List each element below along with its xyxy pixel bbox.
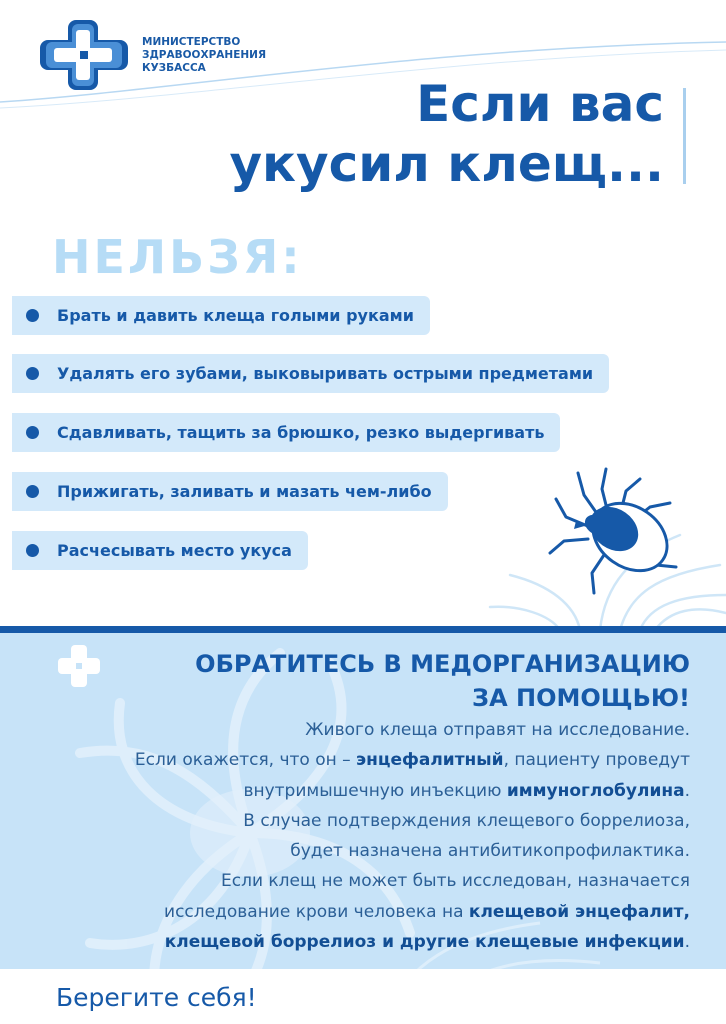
title-line-2: укусил клещ... bbox=[229, 135, 664, 193]
forbidden-item-text: Брать и давить клеща голыми руками bbox=[57, 306, 414, 325]
footer-band bbox=[0, 969, 726, 1024]
forbidden-item bbox=[12, 296, 430, 335]
bullet-icon bbox=[26, 426, 39, 439]
ministry-line-1: МИНИСТЕРСТВО bbox=[142, 36, 241, 48]
info-line: Если клещ не может быть исследован, назначается bbox=[220, 871, 690, 892]
info-fragment: Если окажется, что он – bbox=[134, 750, 357, 771]
ministry-line-3: КУЗБАССА bbox=[142, 62, 206, 74]
forbidden-item-text: Удалять его зубами, выковыривать острыми предметами bbox=[57, 364, 594, 383]
bullet-icon bbox=[26, 544, 39, 557]
forbidden-item-text: Сдавливать, тащить за брюшко, резко выдергивать bbox=[57, 423, 545, 442]
page-title bbox=[229, 74, 664, 194]
white-cross-icon bbox=[58, 645, 100, 687]
ministry-name bbox=[142, 36, 266, 75]
forbidden-item-text: Прижигать, заливать и мазать чем-либо bbox=[57, 482, 432, 501]
info-highlight: клещевой боррелиоз и другие клещевые инфекции bbox=[164, 932, 685, 953]
info-line: В случае подтверждения клещевого боррелиоза, bbox=[243, 810, 690, 831]
tick-icon bbox=[480, 455, 726, 630]
bullet-icon bbox=[26, 309, 39, 322]
cta-line-2: ЗА ПОМОЩЬЮ! bbox=[472, 684, 690, 712]
forbidden-item bbox=[12, 531, 308, 570]
contact-panel bbox=[0, 626, 726, 1024]
medical-cross-logo-icon bbox=[40, 20, 128, 90]
info-fragment: внутримышечную инъекцию bbox=[243, 780, 507, 801]
bullet-icon bbox=[26, 485, 39, 498]
info-line bbox=[10, 776, 690, 806]
info-highlight: клещевой энцефалит, bbox=[468, 901, 690, 922]
bullet-icon bbox=[26, 367, 39, 380]
info-line: будет назначена антибитикопрофилактика. bbox=[290, 841, 690, 862]
forbidden-item-text: Расчесывать место укуса bbox=[57, 541, 292, 560]
cta-line-1: ОБРАТИТЕСЬ В МЕДОРГАНИЗАЦИЮ bbox=[195, 650, 690, 678]
info-fragment: . bbox=[684, 932, 690, 953]
info-line: Живого клеща отправят на исследование. bbox=[305, 720, 690, 740]
forbidden-item bbox=[12, 472, 448, 511]
forbidden-item bbox=[12, 354, 609, 393]
title-accent-bar bbox=[683, 88, 686, 184]
info-line bbox=[10, 745, 690, 775]
info-text bbox=[10, 715, 690, 957]
info-highlight: энцефалитный bbox=[356, 750, 504, 771]
seek-help-heading bbox=[195, 647, 690, 715]
info-line bbox=[10, 927, 690, 957]
footer-slogan: Берегите себя! bbox=[56, 983, 257, 1012]
info-highlight: иммуноглобулина bbox=[506, 780, 685, 801]
info-fragment: исследование крови человека на bbox=[164, 901, 469, 922]
info-fragment: , пациенту проведут bbox=[503, 750, 690, 771]
ministry-line-2: ЗДРАВООХРАНЕНИЯ bbox=[142, 49, 267, 61]
info-fragment: . bbox=[684, 780, 690, 801]
title-line-1: Если вас bbox=[416, 75, 664, 133]
forbidden-item bbox=[12, 413, 560, 452]
info-line bbox=[10, 897, 690, 927]
forbidden-heading: НЕЛЬЗЯ: bbox=[52, 230, 303, 284]
